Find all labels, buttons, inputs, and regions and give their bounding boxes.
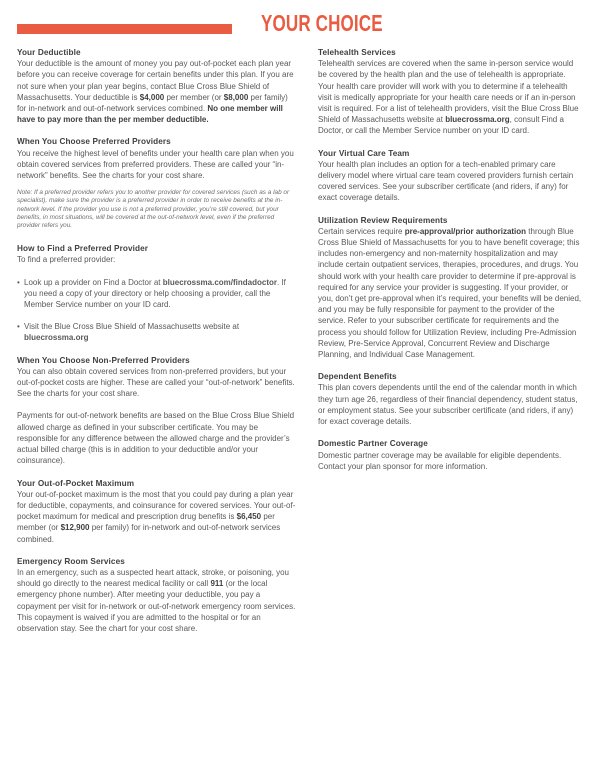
section-when-you-choose-non-preferred-providers — [17, 355, 297, 467]
section-heading: Telehealth Services — [318, 48, 396, 57]
section-heading: When You Choose Preferred Providers — [17, 137, 171, 147]
paragraph: Payments for out-of-network benefits are based on the Blue Cross Blue Shield allowed charge as defined in your subscriber certificate. You may be responsible for any difference between the allowed charge and the provider’s actual billed charge (this is in addition to your deductible and/or your coinsurance). — [17, 411, 295, 466]
column-right — [318, 47, 583, 645]
page-header — [0, 0, 600, 46]
paragraph: In an emergency, such as a suspected heart attack, stroke, or poisoning, you should go directly to the nearest medical facility or call 911 (or the local emergency phone number). After meeting your deductible, you pay a copayment per visit for in-network or out-of-network emergency room services. This copayment is waived if you are admitted to the hospital or for an observation stay. See the chart for your cost share. — [17, 567, 296, 633]
section-heading: Dependent Benefits — [318, 372, 397, 382]
paragraph: Your deductible is the amount of money you pay out-of-pocket each plan year before you can receive coverage for certain benefits under this plan. If you are not sure when your plan year begins, contact Blue Cross Blue Shield of Massachusetts. Your deductible is $4,000 per member (or $8,000 per family) for in-network and out-of-network services combined. No one member will have to pay more than the per member deductible. — [17, 59, 294, 125]
section-domestic-partner-coverage — [318, 438, 583, 472]
paragraph: Your out-of-pocket maximum is the most that you could pay during a plan year for deductible, copayments, and coinsurance for covered services. Your out-of-pocket maximum for medical and prescription drug benefits is $6,450 per member (or $12,900 per family) for in-network and out-of-network services combined. — [17, 489, 296, 544]
bullet-item: • Look up a provider on Find a Doctor at bluecrossma.com/findadoctor. If you need a copy of your directory or help choosing a provider, call the Member Service number on your ID card. — [17, 277, 297, 311]
section-heading: Emergency Room Services — [17, 556, 125, 566]
paragraph: Certain services require pre-approval/prior authorization through Blue Cross Blue Shield of Massachusetts for you to have benefit coverage; this includes non-emergency and non-maternity hospitalization and may include certain outpatient services, therapies, procedures, and drugs. You should work with your health care provider to determine if pre-approval is required for any service your provider is suggesting. If your provider, or you, don’t get pre-approval when it’s required, your benefits will be denied, and you may be fully responsible for payment to the provider of the service. Refer to your subscriber certificate for requirements and the process you should follow for Utilization Review, including Pre-Admission Review, Pre-Service Approval, Concurrent Review and Discharge Planning, and Individual Case Management. — [318, 226, 582, 360]
paragraph: To find a preferred provider: — [17, 255, 116, 265]
section-heading: Your Deductible — [17, 48, 81, 57]
section-emergency-room-services — [17, 556, 297, 634]
section-telehealth-services — [318, 47, 583, 137]
page-title: YOUR CHOICE — [261, 10, 383, 36]
title-rule-bar — [17, 24, 232, 34]
paragraph: This plan covers dependents until the end of the calendar month in which they turn age 26, regardless of their financial dependency, student status, or employment status. See your subscriber certificate (and riders, if any) for exact coverage details. — [318, 383, 578, 427]
paragraph: Your health plan includes an option for a tech-enabled primary care delivery model where virtual care team covered providers furnish certain covered services. See your subscriber certificate (and riders, if any) for exact coverage details. — [318, 159, 574, 203]
paragraph: Domestic partner coverage may be available for eligible dependents. Contact your plan sponsor for more information. — [318, 450, 562, 471]
section-your-out-of-pocket-maximum — [17, 478, 297, 545]
paragraph: You receive the highest level of benefits under your health care plan when you obtain covered services from preferred providers. These are called your “in-network” benefits. See the charts for your cost share. — [17, 148, 294, 181]
bullet-item: • Visit the Blue Cross Blue Shield of Massachusetts website at bluecrossma.org — [17, 321, 297, 343]
paragraph: Telehealth services are covered when the same in-person service would be covered by the health plan and the use of telehealth is appropriate. Your health care provider will work with you to determine if a telehealth visit is medically appropriate for your health care needs or if an in-person visit is required. For a list of telehealth providers, visit the Blue Cross Blue Shield of Massachusetts website at bluecrossma.org, consult Find a Doctor, or call the Member Service number on your ID card. — [318, 59, 579, 136]
paragraph: You can also obtain covered services from non-preferred providers, but your out-of-pocket costs are higher. These are called your “out-of-network” benefits. See the charts for your cost share. — [17, 366, 295, 399]
section-heading: Your Out-of-Pocket Maximum — [17, 478, 135, 488]
note-text: Note: If a preferred provider refers you to another provider for covered services (such as a lab or specialist), make sure the provider is a preferred provider in order to receive benefits at the in-network level. If the provider you use is not a preferred provider, you’re still covered, but your benefits, in most situations, will be covered at the out-of-network level, even if the preferred provider refers you. — [17, 189, 290, 230]
content-columns — [0, 47, 600, 645]
section-heading: How to Find a Preferred Provider — [17, 244, 149, 254]
section-how-to-find-a-preferred-provider — [17, 243, 297, 343]
section-heading: Utilization Review Requirements — [318, 215, 448, 225]
section-when-you-choose-preferred-providers — [17, 136, 297, 230]
bullet-list — [17, 277, 297, 344]
section-dependent-benefits — [318, 371, 583, 427]
column-left — [17, 47, 297, 645]
section-heading: Domestic Partner Coverage — [318, 439, 428, 449]
section-your-deductible — [17, 47, 297, 125]
section-utilization-review-requirements — [318, 215, 583, 361]
section-heading: Your Virtual Care Team — [318, 148, 410, 158]
section-heading: When You Choose Non-Preferred Providers — [17, 355, 190, 365]
section-your-virtual-care-team — [318, 148, 583, 204]
